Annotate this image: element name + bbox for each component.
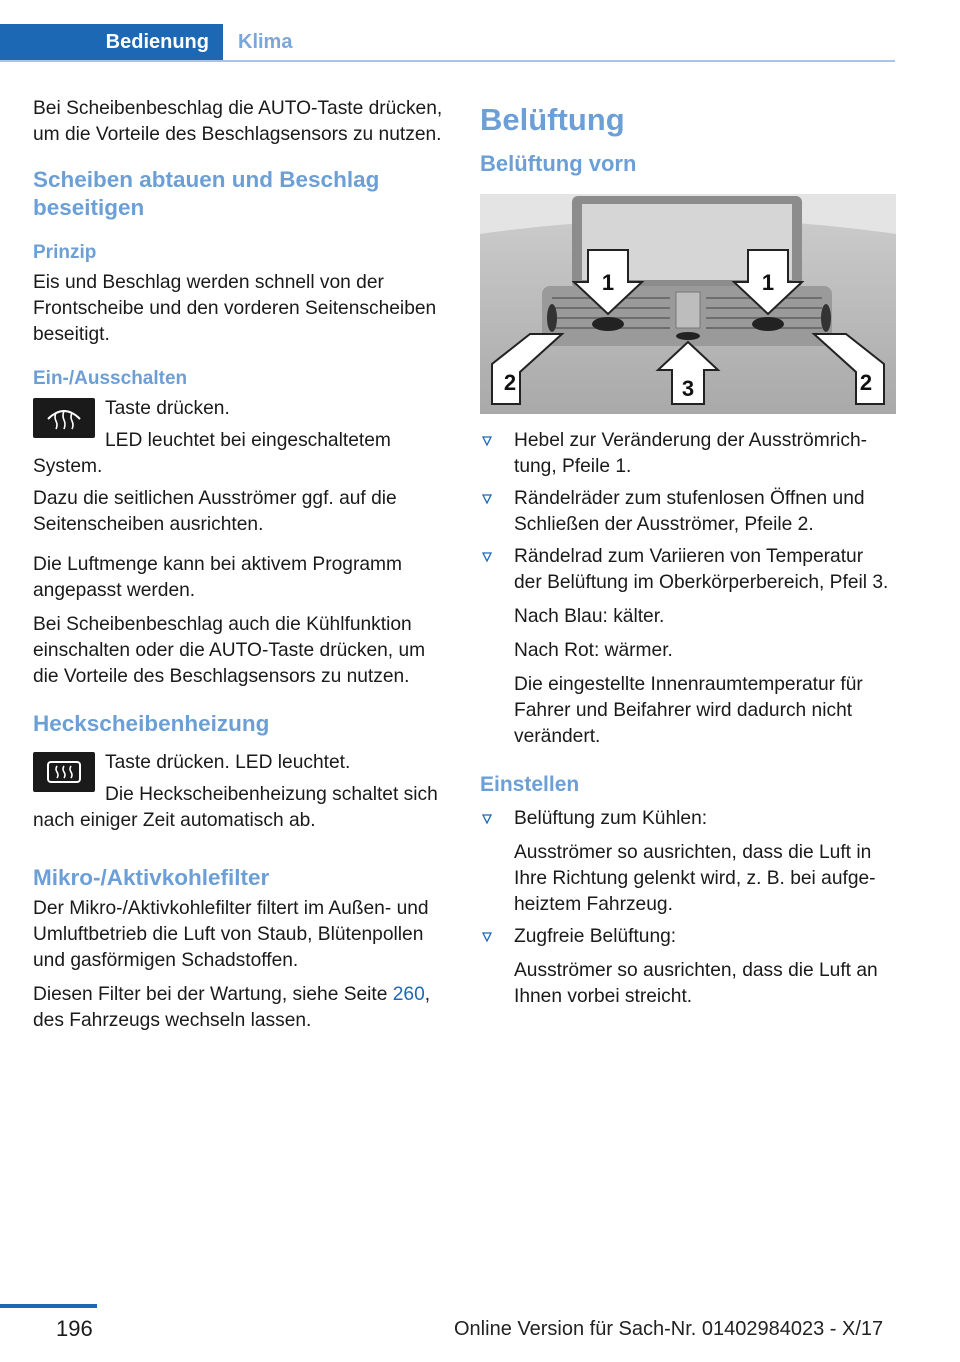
arrow-label-2-left: 2 [503, 370, 517, 395]
intro-paragraph: Bei Scheibenbeschlag die AUTO-Taste drücken, um die Vorteile des Beschlagsensors zu nutzen. [33, 98, 443, 145]
einaus-line2: LED leuchtet bei eingeschaltetem System. [33, 430, 391, 477]
bullet-text: Belüftung zum Kühlen: [514, 808, 708, 829]
list-item [480, 544, 896, 750]
tab-bedienung[interactable]: Bedienung [0, 24, 223, 60]
heck-line2: Die Heckscheibenheizung schaltet sich nach einiger Zeit automatisch ab. [33, 784, 438, 831]
heading-prinzip: Prinzip [33, 242, 97, 263]
list-item [480, 428, 896, 480]
defrost-front-instruction [33, 396, 448, 480]
arrow-label-1-left: 1 [601, 270, 615, 295]
page-link-260[interactable]: 260 [392, 984, 425, 1005]
arrow-label-3: 3 [681, 376, 695, 401]
filter-paragraph1: Der Mikro-/Aktivkohlefilter filtert im Außen- und Umluftbetrieb die Luft von Staub, Blütenpollen und gasförmigen Schadstoffen. [33, 898, 429, 971]
footer-rule [0, 1304, 97, 1308]
section-title-belueftung: Belüftung [480, 102, 625, 137]
defrost-front-icon [33, 398, 95, 438]
bullet-sub-text: Die eingestellte Innenraumtemperatur für Fahrer und Beifahrer wird dadurch nicht verändert. [514, 674, 863, 747]
triangle-bullet-icon [482, 552, 492, 562]
chapter-tabs [0, 24, 895, 62]
bullet-text: Hebel zur Veränderung der Ausströmrichtung, Pfeile 1. [514, 430, 868, 477]
bullet-text: Rändelrad zum Variieren von Temperatur der Belüftung im Oberkörperbereich, Pfeil 3. [514, 546, 889, 593]
right-column [480, 96, 896, 1016]
prinzip-paragraph: Eis und Beschlag werden schnell von der Frontscheibe und den vorderen Seitenscheiben beseitigt. [33, 272, 437, 345]
tab-klima[interactable]: Klima [238, 30, 293, 53]
arrow-label-2-right: 2 [859, 370, 873, 395]
rear-defrost-instruction [33, 750, 448, 834]
heck-line1: Taste drücken. LED leuchtet. [105, 752, 351, 773]
list-item [480, 924, 896, 1010]
triangle-bullet-icon [482, 932, 492, 942]
einaus-paragraph4: Bei Scheibenbeschlag auch die Kühlfunktion einschalten oder die AUTO-Taste drücken, um die Vorteile des Beschlagsensors zu nutzen. [33, 614, 426, 687]
vent-bullets [480, 428, 896, 750]
front-vents-illustration [480, 194, 896, 414]
bullet-sub-text: Nach Blau: kälter. [514, 606, 665, 627]
filter-text-b: , des Fahrzeugs wechseln lassen. [33, 984, 431, 1031]
bullet-text: Zugfreie Belüftung: [514, 926, 677, 947]
left-column [33, 96, 448, 1042]
filter-paragraph2 [33, 982, 448, 1034]
list-item [480, 486, 896, 538]
heading-ein-ausschalten: Ein-/Ausschalten [33, 368, 188, 389]
arrow-label-1-right: 1 [761, 270, 775, 295]
section-title-abtauen: Scheiben abtauen und Beschlag beseitigen [33, 167, 380, 220]
filter-text-a: Diesen Filter bei der Wartung, siehe Seite [33, 984, 393, 1005]
header-divider [0, 60, 895, 62]
subtitle-belueftung-vorn: Belüftung vorn [480, 151, 637, 176]
triangle-bullet-icon [482, 494, 492, 504]
einaus-paragraph2: Dazu die seitlichen Ausströmer ggf. auf die Seitenscheiben ausrichten. [33, 488, 397, 535]
bullet-text: Rändelräder zum stufenlosen Öffnen und Schließen der Ausströmer, Pfeile 2. [514, 488, 865, 535]
heading-einstellen: Einstellen [480, 773, 580, 796]
list-item [480, 806, 896, 918]
einaus-paragraph3: Die Luftmenge kann bei aktivem Programm angepasst werden. [33, 554, 402, 601]
triangle-bullet-icon [482, 814, 492, 824]
online-version-text: Online Version für Sach-Nr. 01402984023 - X/17 [454, 1318, 884, 1340]
bullet-sub-text: Ausströmer so ausrichten, dass die Luft an Ihnen vorbei streicht. [514, 960, 878, 1007]
section-title-filter: Mikro-/Aktivkohlefilter [33, 865, 270, 890]
bullet-sub-text: Nach Rot: wärmer. [514, 640, 673, 661]
triangle-bullet-icon [482, 436, 492, 446]
section-title-heckscheibenheizung: Heckscheibenheizung [33, 711, 270, 736]
page-number: 196 [56, 1316, 93, 1341]
einaus-line1: Taste drücken. [105, 398, 230, 419]
einstellen-bullets [480, 806, 896, 1010]
bullet-sub-text: Ausströmer so ausrichten, dass die Luft in Ihre Richtung gelenkt wird, z. B. bei aufgeheiztem Fahrzeug. [514, 842, 876, 915]
rear-defrost-icon [33, 752, 95, 792]
